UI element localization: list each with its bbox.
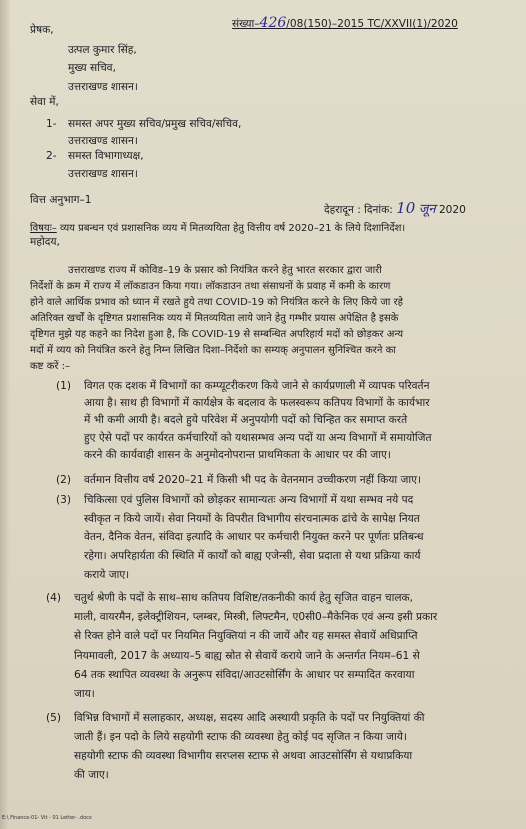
point-line: वर्तमान वित्तीय वर्ष 2020–21 में किसी भी पद के वेतनमान उच्चीकरण नहीं किया जाए। (84, 474, 422, 486)
point-line: आया है। साथ ही विभागों में कार्यक्षेत्र के बदलाव के फलस्वरूप कतिपय विभागों के कार्यभार (84, 397, 430, 409)
subject-label: विषयः– (30, 223, 57, 234)
recipient-2-number: 2- (46, 150, 57, 162)
date-day-handwritten: 10 (396, 199, 416, 217)
salutation: महोदय, (30, 236, 60, 248)
point-line: चिकित्सा एवं पुलिस विभागों को छोड़कर सामान्यतः अन्य विभागों में यथा सम्भव नये पद (84, 494, 414, 506)
point-line: जाय। (74, 688, 95, 700)
point-line: स्वीकृत न किये जायें। सेवा नियमों के विपरीत विभागीय संरचनात्मक ढांचे के सापेक्ष नियत (84, 513, 420, 525)
point-line: विभिन्न विभागों में सलाहकार, अध्यक्ष, सदस्य आदि अस्थायी प्रकृति के पदों पर नियुक्तियां की (74, 712, 425, 724)
ref-handwritten-number: 426 (259, 15, 287, 31)
date-year: 2020 (438, 204, 466, 216)
point-line: सहयोगी स्टाफ की व्यवस्था विभागीय सरप्लस स्टाफ से अथवा आउटसोर्सिंग से यथाप्रकिया (74, 750, 413, 762)
subject-text: व्यय प्रबन्धन एवं प्रशासनिक व्यय में मितव्ययिता हेतु वित्तीय वर्ष 2020–21 के लिये दिशानिर्देश। (59, 223, 406, 234)
reference-number (232, 17, 458, 31)
sender-designation: मुख्य सचिव, (68, 62, 116, 74)
intro-line: उत्तराखण्ड राज्य में कोविड–19 के प्रसार को नियंत्रित करने हेतु भारत सरकार द्वारा जारी (68, 265, 382, 276)
point-line: विगत एक दशक में विभागों का कम्प्यूटरीकरण किये जाने से कार्यप्रणाली में व्यापक परिवर्तन (84, 380, 430, 392)
sender-label: प्रेषक, (30, 24, 54, 36)
point-line: से रिक्त होने वाले पदों पर नियमित नियुक्तियां न की जायें और यह समस्त सेवायें अधिप्राप्ति (74, 630, 418, 642)
recipient-1-line2: उत्तराखण्ड शासन। (68, 135, 138, 147)
intro-line: होने वाले आर्थिक प्रभाव को ध्यान में रखते हुये तथा COVID-19 को नियंत्रित करने के लिए किये जा रहे (30, 297, 403, 308)
recipient-1-number: 1- (46, 118, 57, 130)
sender-org: उत्तराखण्ड शासन। (68, 81, 138, 93)
point-line: नियमावली, 2017 के अध्याय–5 बाह्य स्रोत से सेवायें कराये जाने के अन्तर्गत नियम–61 से (74, 650, 420, 662)
scan-edge-shadow (0, 0, 10, 829)
point-number: (1) (56, 380, 72, 392)
point-line: हुए ऐसे पदों पर कार्यरत कर्मचारियों को यथासम्भव अन्य पदों या अन्य विभागों में समायोजित (84, 432, 432, 444)
section-name: वित्त अनुभाग–1 (30, 194, 92, 206)
ref-rest: /08(150)–2015 TC/XXVII(1)/2020 (286, 18, 458, 30)
point-line: करने की कार्यवाही शासन के अनुमोदनोपरान्त प्राथमिकता के आधार पर की जाए। (84, 449, 391, 461)
intro-line: कष्ट करें :– (30, 361, 71, 372)
point-line: जाती हैं। इन पदो के लिये सहयोगी स्टाफ की व्यवस्था हेतु कोई पद सृजित न किया जाये। (74, 731, 407, 743)
point-number: (3) (56, 494, 72, 506)
intro-line: दृष्टिगत मुझे यह कहने का निदेश हुआ है, कि COVID-19 से सम्बन्धित अपरिहार्य मदों को छोड़कर अन्य (30, 329, 404, 340)
point-line: चतुर्थ श्रेणी के पदों के साथ–साथ कतिपय विशिष्ट/तकनीकी कार्य हेतु सृजित वाहन चालक, (74, 592, 414, 604)
point-line: रहेगा। अपरिहार्यता की स्थिति में कार्यों को बाह्य एजेन्सी, सेवा प्रदाता से यथा प्रक्रिया कार्य (84, 550, 421, 562)
intro-line: मदों में व्यय को नियंत्रित करने हेतु निम्न लिखित दिशा–निर्देशो का सम्यक् अनुपालन सुनिश्चित करने का (30, 345, 396, 356)
date-month-handwritten: जून (418, 202, 436, 217)
point-number: (5) (46, 712, 62, 724)
intro-line: निर्देशों के क्रम में राज्य में लॉकडाउन किया गया। लॉकडाउन तथा संसाधनों के प्रवाह में कमी के कारण (30, 281, 391, 292)
ref-label: संख्या– (232, 18, 260, 30)
subject-line (30, 222, 405, 235)
date-label: देहरादून : दिनांक: (324, 204, 393, 216)
recipients-label: सेवा में, (30, 96, 59, 108)
point-number: (4) (46, 592, 62, 604)
point-number: (2) (56, 474, 72, 486)
point-line: 64 तक स्थापित व्यवस्था के अनुरूप संविदा/आउटसोर्सिंग के आधार पर सम्पादित करवाया (74, 669, 415, 681)
sender-name: उत्पल कुमार सिंह, (68, 44, 137, 56)
point-line: माली, वायरमैन, इलेक्ट्रीशियन, प्लम्बर, मिस्त्री, लिफ्टमैन, ए0सी0–मैकेनिक एवं अन्य इसी प्रकार (74, 611, 438, 623)
intro-line: अतिरिक्त खर्चों के दृष्टिगत प्रशासनिक व्यय में मितव्ययिता लाये जाने हेतु गम्भीर प्रयास अपेक्षित है इसके (30, 313, 399, 324)
recipient-2-line2: उत्तराखण्ड शासन। (68, 168, 138, 180)
point-line: की जाए। (74, 769, 109, 781)
point-line: कराये जाए। (84, 569, 130, 581)
recipient-1-line1: समस्त अपर मुख्य सचिव/प्रमुख सचिव/सचिव, (68, 118, 242, 130)
file-path-footer: E:\ Finance-01- Vit - 01 Letter- .docx (2, 815, 92, 821)
recipient-2-line1: समस्त विभागाध्यक्ष, (68, 150, 144, 162)
point-line: में भी कमी आयी है। बदले हुये परिवेश में अनुपयोगी पदों को चिन्हित कर समाप्त करते (84, 414, 408, 426)
date-line (324, 199, 466, 217)
point-line: वेतन, दैनिक वेतन, संविदा इत्यादि के आधार पर कर्मचारी नियुक्त करने पर पूर्णतः प्रतिबन्ध (84, 531, 424, 543)
